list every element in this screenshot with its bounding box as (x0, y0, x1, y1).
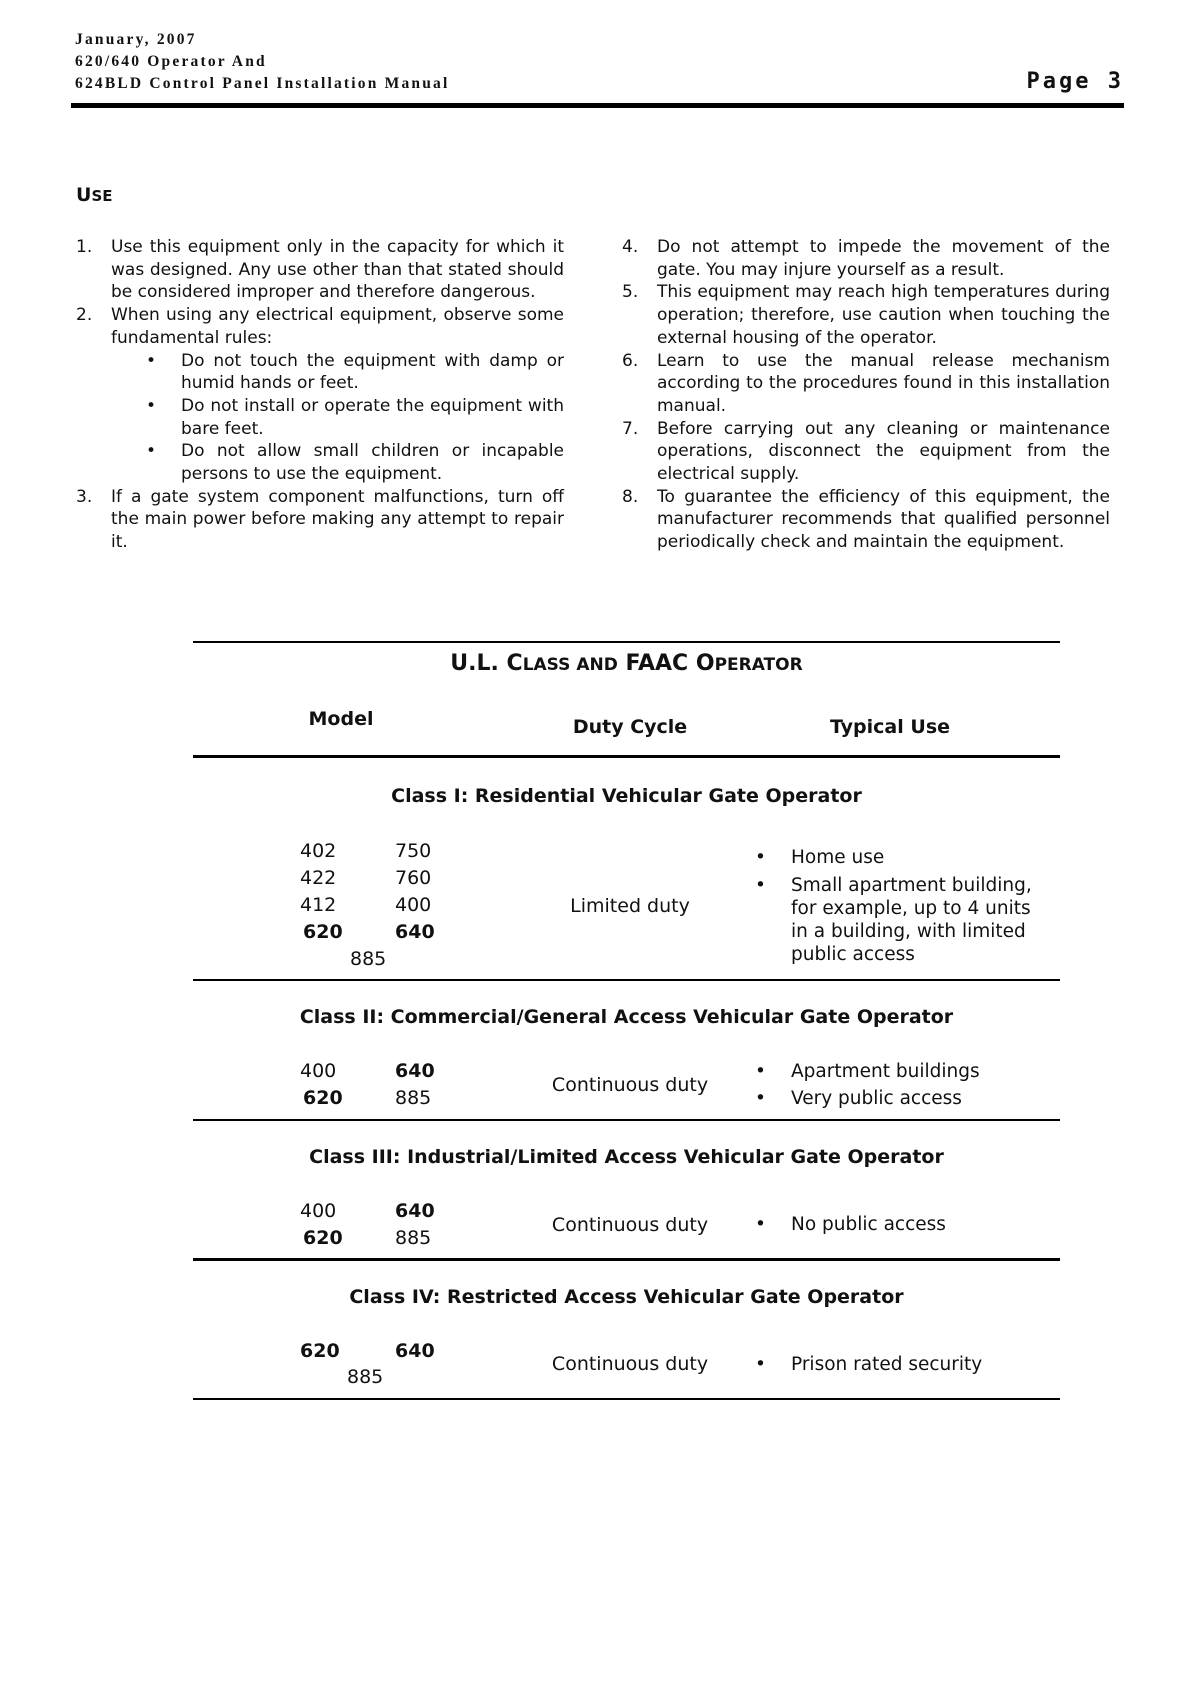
model-number: 885 (395, 1227, 432, 1249)
sub-bullet (146, 350, 564, 395)
bullet-icon: • (755, 875, 766, 896)
list-item (622, 281, 1110, 349)
list-item (755, 1353, 1055, 1376)
header-rule (193, 755, 1060, 758)
model-number: 400 (300, 1200, 337, 1222)
list-item (755, 1060, 1055, 1083)
list-text: If a gate system component malfunctions, turn off the main power before making any attempt to repair it. (111, 486, 564, 553)
typical-use: Prison rated security (791, 1354, 983, 1375)
class-divider (193, 1119, 1060, 1121)
list-number: 7. (622, 418, 639, 439)
list-item (622, 486, 1110, 554)
bullet-text: Do not install or operate the equipment with bare feet. (181, 395, 564, 439)
model-number: 402 (300, 840, 337, 862)
bullet-icon: • (146, 350, 157, 371)
section-title-initial: U (76, 184, 92, 206)
list-number: 1. (76, 237, 93, 257)
typical-use-list (755, 1353, 1055, 1376)
class-divider (193, 1258, 1060, 1261)
bullet-icon: • (146, 441, 157, 462)
duty-cycle: Continuous duty (551, 1353, 709, 1375)
list-text: This equipment may reach high temperatures during operation; therefore, use caution when touching the external housing of the operator. (657, 282, 1110, 348)
model-number: 750 (395, 840, 432, 862)
table-title-part: LASS AND (522, 655, 618, 675)
list-item (622, 350, 1110, 418)
model-number: 620 (300, 1340, 340, 1362)
typical-use: Apartment buildings (791, 1061, 980, 1082)
header-divider (71, 103, 1124, 108)
bullet-icon: • (146, 395, 157, 416)
header-product: 620/640 Operator And (75, 53, 267, 70)
list-item (76, 236, 564, 304)
class-heading: Class III: Industrial/Limited Access Vehicular Gate Operator (309, 1146, 944, 1168)
model-number: 422 (300, 867, 337, 889)
use-rules-left-column (76, 236, 564, 554)
model-number: 885 (347, 1366, 384, 1388)
list-item (622, 418, 1110, 486)
class-heading: Class I: Residential Vehicular Gate Operator (391, 785, 862, 807)
column-header-model: Model (308, 708, 374, 730)
typical-use: No public access (791, 1214, 946, 1235)
list-text: Learn to use the manual release mechanism according to the procedures found in this installation manual. (657, 350, 1110, 416)
class-heading: Class IV: Restricted Access Vehicular Gate Operator (349, 1286, 904, 1308)
typical-use: Small apartment building, for example, up to 4 units in a building, with limited public access (791, 875, 1032, 965)
model-number: 760 (395, 867, 432, 889)
model-number: 620 (303, 921, 343, 943)
list-number: 4. (622, 237, 639, 257)
typical-use-list (755, 846, 1055, 966)
section-title (76, 184, 113, 206)
list-text: Before carrying out any cleaning or maintenance operations, disconnect the equipment from the electrical supply. (657, 418, 1110, 485)
table-title-part: U.L. C (450, 651, 523, 676)
model-number: 640 (395, 921, 435, 943)
typical-use-list (755, 1213, 1055, 1236)
header-date: January, 2007 (75, 31, 197, 48)
bullet-icon: • (755, 1354, 766, 1375)
model-number: 885 (395, 1087, 432, 1109)
model-number: 620 (303, 1087, 343, 1109)
header-manual-title: 624BLD Control Panel Installation Manual (75, 75, 450, 92)
model-number: 620 (303, 1227, 343, 1249)
typical-use: Home use (791, 847, 885, 868)
duty-cycle: Limited duty (570, 895, 690, 917)
model-number: 412 (300, 894, 337, 916)
list-item (755, 846, 1055, 869)
typical-use-list (755, 1060, 1055, 1110)
list-text: Use this equipment only in the capacity for which it was designed. Any use other than that stated should be considered improper and therefore dangerous. (111, 237, 564, 303)
list-text: To guarantee the efficiency of this equipment, the manufacturer recommends that qualified personnel periodically check and maintain the equipment. (657, 486, 1110, 553)
class-divider (193, 979, 1060, 981)
column-header-duty-cycle: Duty Cycle (572, 716, 688, 738)
list-text: When using any electrical equipment, observe some fundamental rules: (111, 305, 564, 348)
bullet-icon: • (755, 847, 766, 868)
bullet-text: Do not touch the equipment with damp or humid hands or feet. (181, 350, 564, 394)
bullet-icon: • (755, 1061, 766, 1082)
section-title-rest: SE (91, 187, 113, 205)
list-number: 3. (76, 486, 93, 507)
list-number: 2. (76, 305, 93, 326)
typical-use: Very public access (791, 1088, 962, 1109)
bullet-icon: • (755, 1088, 766, 1109)
model-number: 400 (300, 1060, 337, 1082)
list-number: 8. (622, 486, 639, 507)
sub-bullet (146, 395, 564, 440)
list-item (76, 304, 564, 349)
table-top-rule (193, 641, 1060, 643)
list-item (755, 874, 1055, 966)
table-bottom-rule (193, 1398, 1060, 1400)
list-number: 5. (622, 282, 639, 303)
list-number: 6. (622, 350, 639, 371)
column-header-typical-use: Typical Use (829, 716, 951, 738)
class-heading: Class II: Commercial/General Access Vehicular Gate Operator (299, 1006, 954, 1028)
sub-bullet (146, 440, 564, 485)
bullet-text: Do not allow small children or incapable persons to use the equipment. (181, 441, 564, 485)
model-number: 400 (395, 894, 432, 916)
list-item (622, 236, 1110, 281)
bullet-icon: • (755, 1214, 766, 1235)
model-number: 640 (395, 1340, 435, 1362)
list-item (76, 486, 564, 554)
list-text: Do not attempt to impede the movement of the gate. You may injure yourself as a result. (657, 237, 1110, 280)
duty-cycle: Continuous duty (551, 1214, 709, 1236)
page-number: Page 3 (1026, 69, 1124, 94)
model-number: 640 (395, 1200, 435, 1222)
table-title-part: FAAC O (617, 651, 715, 676)
list-item (755, 1087, 1055, 1110)
list-item (755, 1213, 1055, 1236)
running-header (75, 29, 450, 95)
use-rules-right-column (622, 236, 1110, 554)
table-title (193, 651, 1060, 676)
table-title-part: PERATOR (714, 655, 803, 675)
model-number: 885 (350, 948, 387, 970)
duty-cycle: Continuous duty (551, 1074, 709, 1096)
model-number: 640 (395, 1060, 435, 1082)
